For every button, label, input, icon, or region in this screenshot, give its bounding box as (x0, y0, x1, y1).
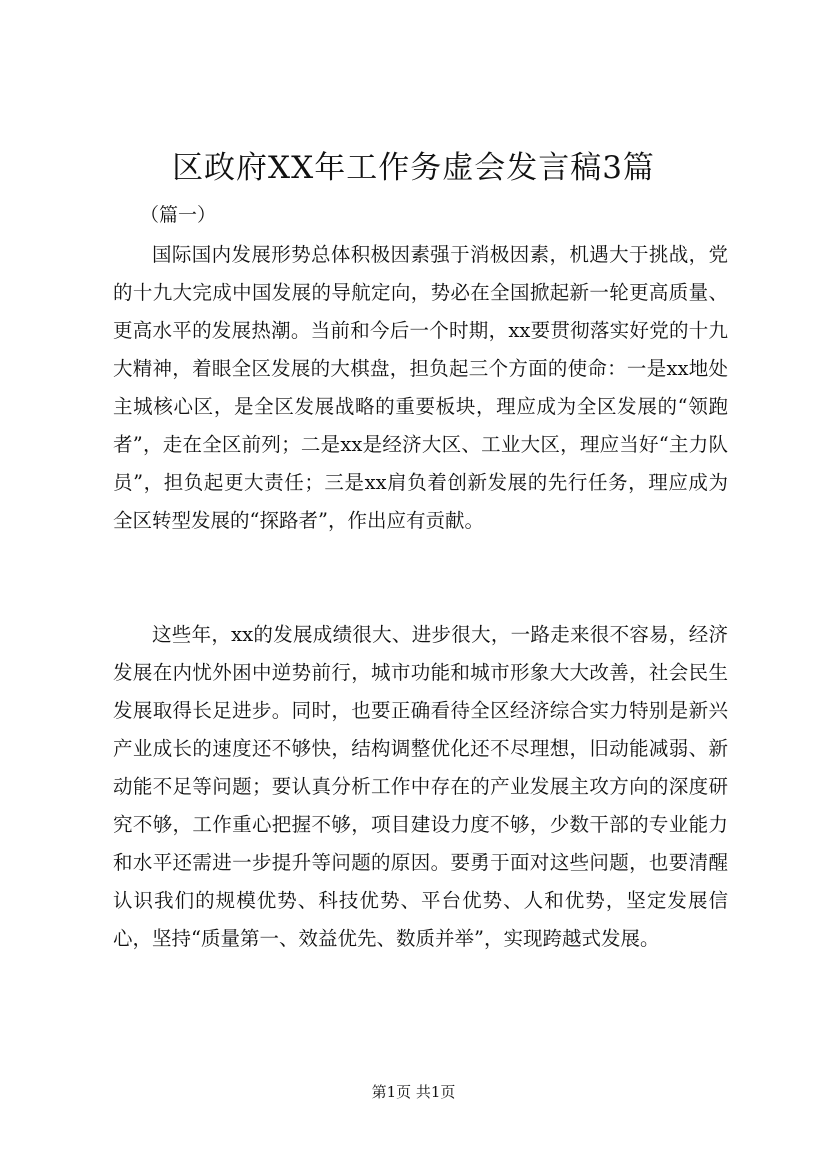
paragraph-1: 国际国内发展形势总体积极因素强于消极因素，机遇大于挑战，党的十九大完成中国发展的导航定向，势必在全国掀起新一轮更高质量、更高水平的发展热潮。当前和今后一个时期，xx要贯彻落实好党的十九大精神，着眼全区发展的大棋盘，担负起三个方面的使命：一是xx地处主城核心区，是全区发展战略的重要板块，理应成为全区发展的“领跑者”，走在全区前列；二是xx是经济大区、工业大区，理应当好“主力队员”，担负起更大责任；三是xx肩负着创新发展的先行任务，理应成为全区转型发展的“探路者”，作出应有贡献。 (113, 243, 728, 532)
section-label: （篇一） (140, 204, 217, 226)
paragraph-2: 这些年，xx的发展成绩很大、进步很大，一路走来很不容易，经济发展在内忧外困中逆势前行，城市功能和城市形象大大改善，社会民生发展取得长足进步。同时，也要正确看待全区经济综合实力特别是新兴产业成长的速度还不够快，结构调整优化还不尽理想，旧动能减弱、新动能不足等问题；要认真分析工作中存在的产业发展主攻方向的深度研究不够，工作重心把握不够，项目建设力度不够，少数干部的专业能力和水平还需进一步提升等问题的原因。要勇于面对这些问题，也要清醒认识我们的规模优势、科技优势、平台优势、人和优势，坚定发展信心，坚持“质量第一、效益优先、数质并举”，实现跨越式发展。 (113, 623, 728, 950)
document-title: 区政府XX年工作务虚会发言稿3篇 (172, 150, 655, 186)
page-footer: 第1页 共1页 (371, 1083, 456, 1101)
